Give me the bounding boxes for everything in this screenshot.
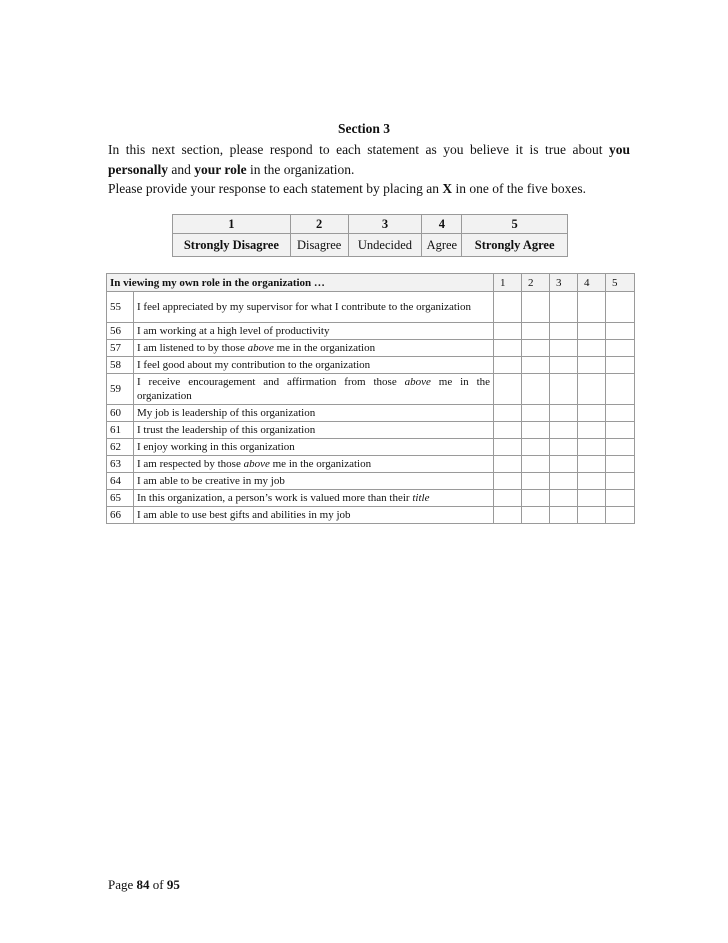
statement-text: I receive encouragement and affirmation from those xyxy=(137,376,405,388)
scale-number: 5 xyxy=(462,215,568,234)
instructions-emphasis-your-role: your role xyxy=(194,161,247,177)
section-title: Section 3 xyxy=(337,121,391,136)
table-row xyxy=(107,456,635,473)
page-total: 95 xyxy=(166,877,180,892)
item-statement xyxy=(134,439,494,456)
page-label: Page xyxy=(108,877,137,892)
item-statement xyxy=(134,422,494,439)
response-box-5[interactable] xyxy=(606,374,635,405)
table-row xyxy=(107,292,635,323)
response-box-3[interactable] xyxy=(550,456,578,473)
item-statement xyxy=(134,374,494,405)
response-box-1[interactable] xyxy=(494,405,522,422)
scale-number: 4 xyxy=(422,215,462,234)
statement-text: me in the organization xyxy=(137,376,491,402)
table-row xyxy=(107,490,635,507)
scale-label: Strongly Agree xyxy=(462,234,568,257)
instructions-emphasis-x: X xyxy=(442,181,453,196)
response-box-5[interactable] xyxy=(606,405,635,422)
response-box-4[interactable] xyxy=(578,323,606,340)
response-box-2[interactable] xyxy=(522,490,550,507)
table-row xyxy=(107,439,635,456)
response-box-4[interactable] xyxy=(578,439,606,456)
response-box-1[interactable] xyxy=(494,292,522,323)
table-row xyxy=(107,340,635,357)
scale-labels-row xyxy=(173,234,568,257)
response-box-5[interactable] xyxy=(606,439,635,456)
table-row xyxy=(107,374,635,405)
response-box-1[interactable] xyxy=(494,323,522,340)
instructions-text: Please provide your response to each statement by placing an xyxy=(108,181,443,196)
response-box-5[interactable] xyxy=(606,422,635,439)
scale-number: 2 xyxy=(290,215,348,234)
item-statement xyxy=(134,473,494,490)
response-box-4[interactable] xyxy=(578,405,606,422)
page-number: 84 xyxy=(136,877,150,892)
page-of-label: of xyxy=(149,877,167,892)
response-box-1[interactable] xyxy=(494,439,522,456)
scale-number: 3 xyxy=(348,215,422,234)
instructions-text: and xyxy=(168,161,195,177)
response-box-4[interactable] xyxy=(578,473,606,490)
response-box-5[interactable] xyxy=(606,340,635,357)
item-statement xyxy=(134,507,494,524)
response-box-3[interactable] xyxy=(550,405,578,422)
scale-numbers-row xyxy=(173,215,568,234)
table-row xyxy=(107,507,635,524)
response-box-4[interactable] xyxy=(578,357,606,374)
response-box-3[interactable] xyxy=(550,323,578,340)
response-box-5[interactable] xyxy=(606,507,635,524)
rating-header: 3 xyxy=(550,274,578,292)
instructions-emphasis-you: you xyxy=(608,142,630,157)
response-box-4[interactable] xyxy=(578,490,606,507)
rating-header: 1 xyxy=(494,274,522,292)
item-statement xyxy=(134,357,494,374)
response-box-2[interactable] xyxy=(522,323,550,340)
response-box-4[interactable] xyxy=(578,507,606,524)
table-row xyxy=(107,357,635,374)
response-box-4[interactable] xyxy=(578,340,606,357)
response-box-5[interactable] xyxy=(606,357,635,374)
item-statement xyxy=(134,292,494,323)
response-box-3[interactable] xyxy=(550,340,578,357)
scale-label: Strongly Disagree xyxy=(173,234,291,257)
response-box-3[interactable] xyxy=(550,357,578,374)
scale-number: 1 xyxy=(173,215,291,234)
response-box-2[interactable] xyxy=(522,357,550,374)
response-box-2[interactable] xyxy=(522,456,550,473)
item-statement xyxy=(134,323,494,340)
instructions-text: in one of the five boxes. xyxy=(452,181,586,196)
instructions-emphasis-personally: personally xyxy=(108,161,169,177)
item-number: 56 xyxy=(107,323,134,340)
response-box-3[interactable] xyxy=(550,422,578,439)
response-box-1[interactable] xyxy=(494,374,522,405)
response-box-1[interactable] xyxy=(494,507,522,524)
table-row xyxy=(107,422,635,439)
table-row xyxy=(107,323,635,340)
statement-emphasis: above xyxy=(247,342,274,354)
item-statement xyxy=(134,340,494,357)
response-box-1[interactable] xyxy=(494,422,522,439)
statement-text: My job is leadership of this organization xyxy=(137,407,316,419)
response-box-2[interactable] xyxy=(522,374,550,405)
item-number: 63 xyxy=(107,456,134,473)
statement-text: I am listened to by those xyxy=(137,342,248,354)
item-number: 66 xyxy=(107,507,134,524)
response-box-4[interactable] xyxy=(578,422,606,439)
response-box-4[interactable] xyxy=(578,374,606,405)
statement-text: In this organization, a person’s work is valued more than their xyxy=(137,492,413,504)
rating-scale-legend xyxy=(172,214,568,257)
statement-text: I feel appreciated by my supervisor for what I contribute to the organization xyxy=(137,301,471,313)
response-box-5[interactable] xyxy=(606,490,635,507)
response-box-4[interactable] xyxy=(578,292,606,323)
response-box-2[interactable] xyxy=(522,422,550,439)
response-box-4[interactable] xyxy=(578,456,606,473)
response-box-1[interactable] xyxy=(494,340,522,357)
instructions xyxy=(108,140,630,199)
response-box-3[interactable] xyxy=(550,439,578,456)
statement-text: me in the organization xyxy=(273,342,376,354)
response-box-2[interactable] xyxy=(522,292,550,323)
response-box-2[interactable] xyxy=(522,439,550,456)
table-row xyxy=(107,405,635,422)
response-box-3[interactable] xyxy=(550,490,578,507)
item-number: 55 xyxy=(107,292,134,323)
response-box-3[interactable] xyxy=(550,507,578,524)
statement-text: I am able to use best gifts and abilities in my job xyxy=(137,509,351,521)
response-box-3[interactable] xyxy=(550,292,578,323)
instructions-line-3 xyxy=(108,179,630,199)
response-box-3[interactable] xyxy=(550,374,578,405)
item-statement xyxy=(134,456,494,473)
item-number: 57 xyxy=(107,340,134,357)
item-number: 59 xyxy=(107,374,134,405)
item-number: 64 xyxy=(107,473,134,490)
rating-header: 2 xyxy=(522,274,550,292)
statement-text: I am able to be creative in my job xyxy=(137,475,285,487)
response-box-1[interactable] xyxy=(494,473,522,490)
statement-text: I am working at a high level of productivity xyxy=(137,325,330,337)
item-number: 58 xyxy=(107,357,134,374)
response-box-5[interactable] xyxy=(606,473,635,490)
scale-label: Agree xyxy=(422,234,462,257)
response-box-5[interactable] xyxy=(606,292,635,323)
response-box-2[interactable] xyxy=(522,405,550,422)
response-box-2[interactable] xyxy=(522,340,550,357)
instructions-line-1 xyxy=(108,140,630,160)
statement-emphasis: above xyxy=(404,376,431,388)
statement-emphasis: title xyxy=(412,492,430,504)
page-footer xyxy=(108,877,180,893)
item-statement xyxy=(134,405,494,422)
item-number: 65 xyxy=(107,490,134,507)
response-box-1[interactable] xyxy=(494,357,522,374)
item-statement xyxy=(134,490,494,507)
response-box-3[interactable] xyxy=(550,473,578,490)
rating-header: 5 xyxy=(606,274,635,292)
response-box-5[interactable] xyxy=(606,323,635,340)
response-box-1[interactable] xyxy=(494,490,522,507)
table-header-row xyxy=(107,274,635,292)
rating-header: 4 xyxy=(578,274,606,292)
table-row xyxy=(107,473,635,490)
item-number: 60 xyxy=(107,405,134,422)
instructions-line-2 xyxy=(108,160,630,180)
statement-text: I trust the leadership of this organization xyxy=(137,424,316,436)
statement-text: I am respected by those xyxy=(137,458,244,470)
response-box-2[interactable] xyxy=(522,507,550,524)
instructions-text: In this next section, please respond to each statement as you believe it is true about xyxy=(108,142,609,157)
instructions-text: in the organization. xyxy=(246,161,355,177)
statement-text: I feel good about my contribution to the organization xyxy=(137,359,371,371)
statement-emphasis: above xyxy=(243,458,270,470)
statement-text: I enjoy working in this organization xyxy=(137,441,295,453)
survey-items-table xyxy=(106,273,635,524)
response-box-2[interactable] xyxy=(522,473,550,490)
item-number: 61 xyxy=(107,422,134,439)
table-header: In viewing my own role in the organization … xyxy=(107,274,494,292)
scale-label: Undecided xyxy=(348,234,422,257)
scale-label: Disagree xyxy=(290,234,348,257)
response-box-1[interactable] xyxy=(494,456,522,473)
response-box-5[interactable] xyxy=(606,456,635,473)
statement-text: me in the organization xyxy=(269,458,372,470)
item-number: 62 xyxy=(107,439,134,456)
